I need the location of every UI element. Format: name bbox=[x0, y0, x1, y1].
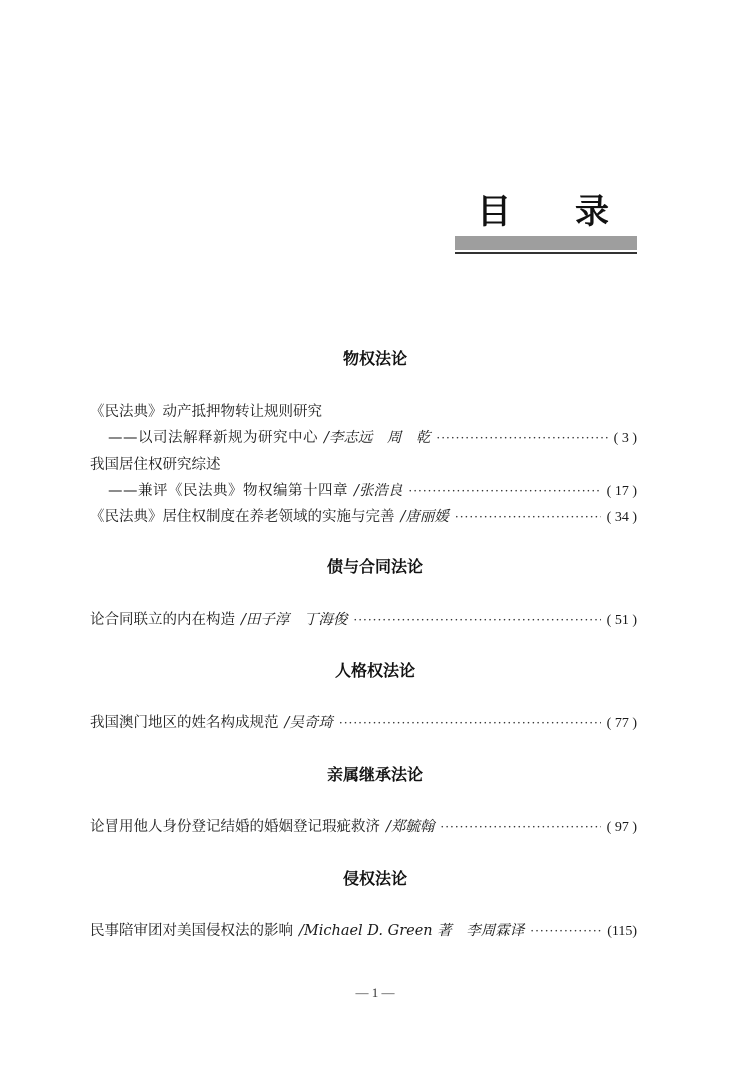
entry-author: /Michael D. Green 著 李周霖译 bbox=[299, 923, 525, 939]
toc-entry[interactable] bbox=[90, 816, 637, 838]
entry-title: 民事陪审团对美国侵权法的影响 bbox=[90, 923, 293, 939]
entry-page-number: (115) bbox=[607, 924, 637, 939]
leader-dots bbox=[339, 712, 601, 734]
entry-author: /李志远 周 乾 bbox=[324, 430, 431, 446]
entry-title: 论合同联立的内在构造 bbox=[90, 612, 235, 628]
entry-title: 我国居住权研究综述 bbox=[90, 457, 221, 473]
leader-dots bbox=[530, 920, 601, 942]
footer-page-number: — 1 — bbox=[355, 985, 395, 1000]
toc-entry[interactable] bbox=[90, 609, 637, 631]
section-heading: 债与合同法论 bbox=[326, 557, 423, 576]
section-heading: 人格权法论 bbox=[334, 661, 415, 680]
entry-page-number: ( 77 ) bbox=[606, 716, 637, 731]
page-title: 目 录 bbox=[477, 192, 635, 232]
section-heading: 侵权法论 bbox=[342, 869, 407, 888]
entry-author: /郑毓翰 bbox=[386, 819, 435, 835]
entry-page-number: ( 34 ) bbox=[606, 510, 637, 525]
entry-title: 《民法典》动产抵押物转让规则研究 bbox=[90, 404, 322, 420]
entry-title: 论冒用他人身份登记结婚的婚姻登记瑕疵救济 bbox=[90, 819, 380, 835]
entry-author: /田子淳 丁海俊 bbox=[241, 612, 348, 628]
title-underline-bar bbox=[455, 236, 637, 254]
leader-dots bbox=[353, 609, 600, 631]
toc-entry[interactable] bbox=[90, 712, 637, 734]
section-heading: 亲属继承法论 bbox=[326, 765, 423, 784]
section-heading: 物权法论 bbox=[342, 349, 407, 368]
toc-entry[interactable] bbox=[108, 427, 637, 449]
entry-subtitle: ——兼评《民法典》物权编第十四章 bbox=[108, 483, 348, 499]
entry-title: 《民法典》居住权制度在养老领域的实施与完善 bbox=[90, 509, 395, 525]
leader-dots bbox=[440, 816, 600, 838]
entry-page-number: ( 3 ) bbox=[613, 431, 637, 446]
entry-author: /吴奇琦 bbox=[284, 715, 333, 731]
toc-entry[interactable] bbox=[108, 480, 637, 502]
leader-dots bbox=[408, 480, 600, 502]
entry-author: /唐丽媛 bbox=[400, 509, 449, 525]
entry-title: 我国澳门地区的姓名构成规范 bbox=[90, 715, 279, 731]
entry-page-number: ( 17 ) bbox=[606, 484, 637, 499]
leader-dots bbox=[436, 427, 607, 449]
entry-page-number: ( 51 ) bbox=[606, 613, 637, 628]
entry-subtitle: ——以司法解释新规为研究中心 bbox=[108, 430, 318, 446]
entry-author: /张浩良 bbox=[354, 483, 403, 499]
leader-dots bbox=[455, 506, 601, 528]
toc-entry[interactable] bbox=[90, 920, 637, 942]
toc-entry[interactable] bbox=[90, 506, 637, 528]
toc-entry[interactable] bbox=[90, 454, 637, 476]
toc-entry[interactable] bbox=[90, 401, 637, 423]
entry-page-number: ( 97 ) bbox=[606, 820, 637, 835]
